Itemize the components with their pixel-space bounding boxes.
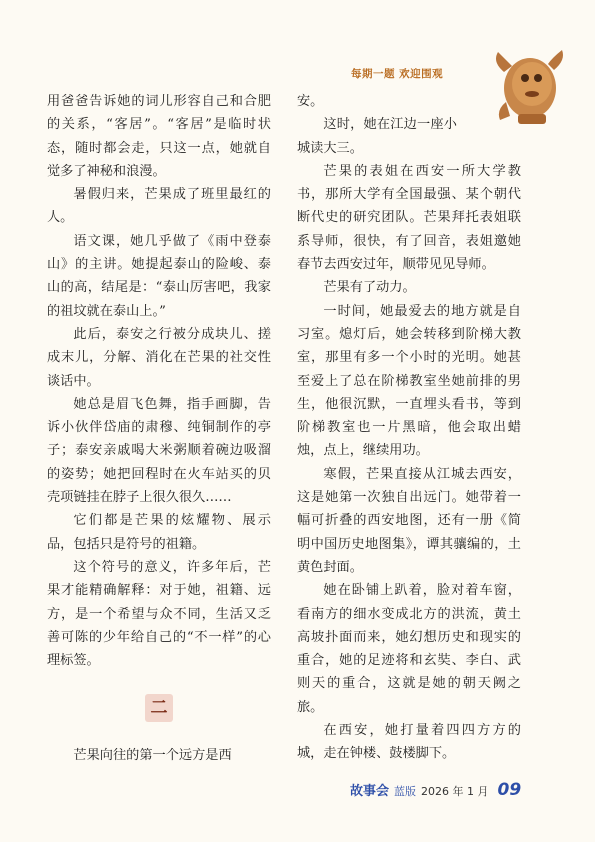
paragraph: 芒果向往的第一个远方是西 bbox=[73, 748, 232, 764]
paragraph: 芒果有了动力。 bbox=[323, 280, 416, 296]
paragraph: 这时，她在江边一座小城读大三。 bbox=[297, 117, 457, 156]
issue-date: 2026 年 1 月 bbox=[421, 785, 489, 798]
page-number: 09 bbox=[497, 780, 522, 800]
paragraph: 安。 bbox=[297, 94, 324, 109]
paragraph: 芒果的表姐在西安一所大学教书，那所大学有全国最强、某个朝代断代史的研究团队。芒果拜托表姐联系导师，很快，有了回音，表姐邀她春节去西安过年，顺带见见导师。 bbox=[297, 163, 521, 273]
paragraph: 这个符号的意义，许多年后，芒果才能精确解释：对于她，祖籍、远方，是一个希望与众不同，生活又乏善可陈的少年给自己的“不一样”的心理标签。 bbox=[47, 559, 271, 669]
paragraph: 暑假归来，芒果成了班里最红的人。 bbox=[47, 187, 271, 226]
edition-label: 蓝版 bbox=[394, 785, 417, 798]
magazine-brand: 故事会 bbox=[350, 784, 390, 799]
paragraph: 此后，泰安之行被分成块儿、搓成末儿，分解、消化在芒果的社交性谈话中。 bbox=[47, 326, 271, 389]
right-column bbox=[297, 90, 521, 766]
column-tag: 每期一题 欢迎围观 bbox=[351, 68, 444, 80]
paragraph: 用爸爸告诉她的词儿形容自己和合肥的关系，“客居”。“客居”是临时状态，随时都会走，只这一点，她就自觉多了神秘和浪漫。 bbox=[47, 94, 271, 179]
paragraph: 她总是眉飞色舞，指手画脚，告诉小伙伴岱庙的肃穆、纯铜制作的亭子；泰安亲戚喝大米粥顺着碗边吸溜的姿势；她把回程时在火车站买的贝壳项链挂在脖子上很久很久…… bbox=[47, 396, 271, 506]
section-number-badge: 二 bbox=[145, 694, 173, 722]
paragraph: 语文课，她几乎做了《雨中登泰山》的主讲。她提起泰山的险峻、泰山的高，结尾是：“泰山厉害吧，我家的祖坟就在泰山上。” bbox=[47, 233, 271, 319]
paragraph: 寒假，芒果直接从江城去西安，这是她第一次独自出远门。她带着一幅可折叠的西安地图，还有一册《简明中国历史地图集》，谭其骧编的，土黄色封面。 bbox=[297, 466, 521, 575]
paragraph: 她在卧铺上趴着，脸对着车窗，看南方的细水变成北方的洪流，黄土高坡扑面而来，她幻想历史和现实的重合，她的足迹将和玄奘、李白、武则天的重合，这就是她的朝天阙之旅。 bbox=[297, 583, 521, 715]
left-column bbox=[47, 90, 271, 768]
paragraph: 它们都是芒果的炫耀物、展示品，包括只是符号的祖籍。 bbox=[47, 513, 271, 552]
paragraph: 在西安，她打量着四四方方的城，走在钟楼、鼓楼脚下。 bbox=[297, 723, 521, 762]
page-footer bbox=[350, 780, 521, 800]
paragraph: 一时间，她最爱去的地方就是自习室。熄灯后，她会转移到阶梯大教室，那里有多一个小时的光明。她甚至爱上了总在阶梯教室坐她前排的男生，他很沉默，一直埋头看书，等到阶梯教室也一片黑暗，他会取出蜡烛，点上，继续用功。 bbox=[297, 303, 521, 459]
